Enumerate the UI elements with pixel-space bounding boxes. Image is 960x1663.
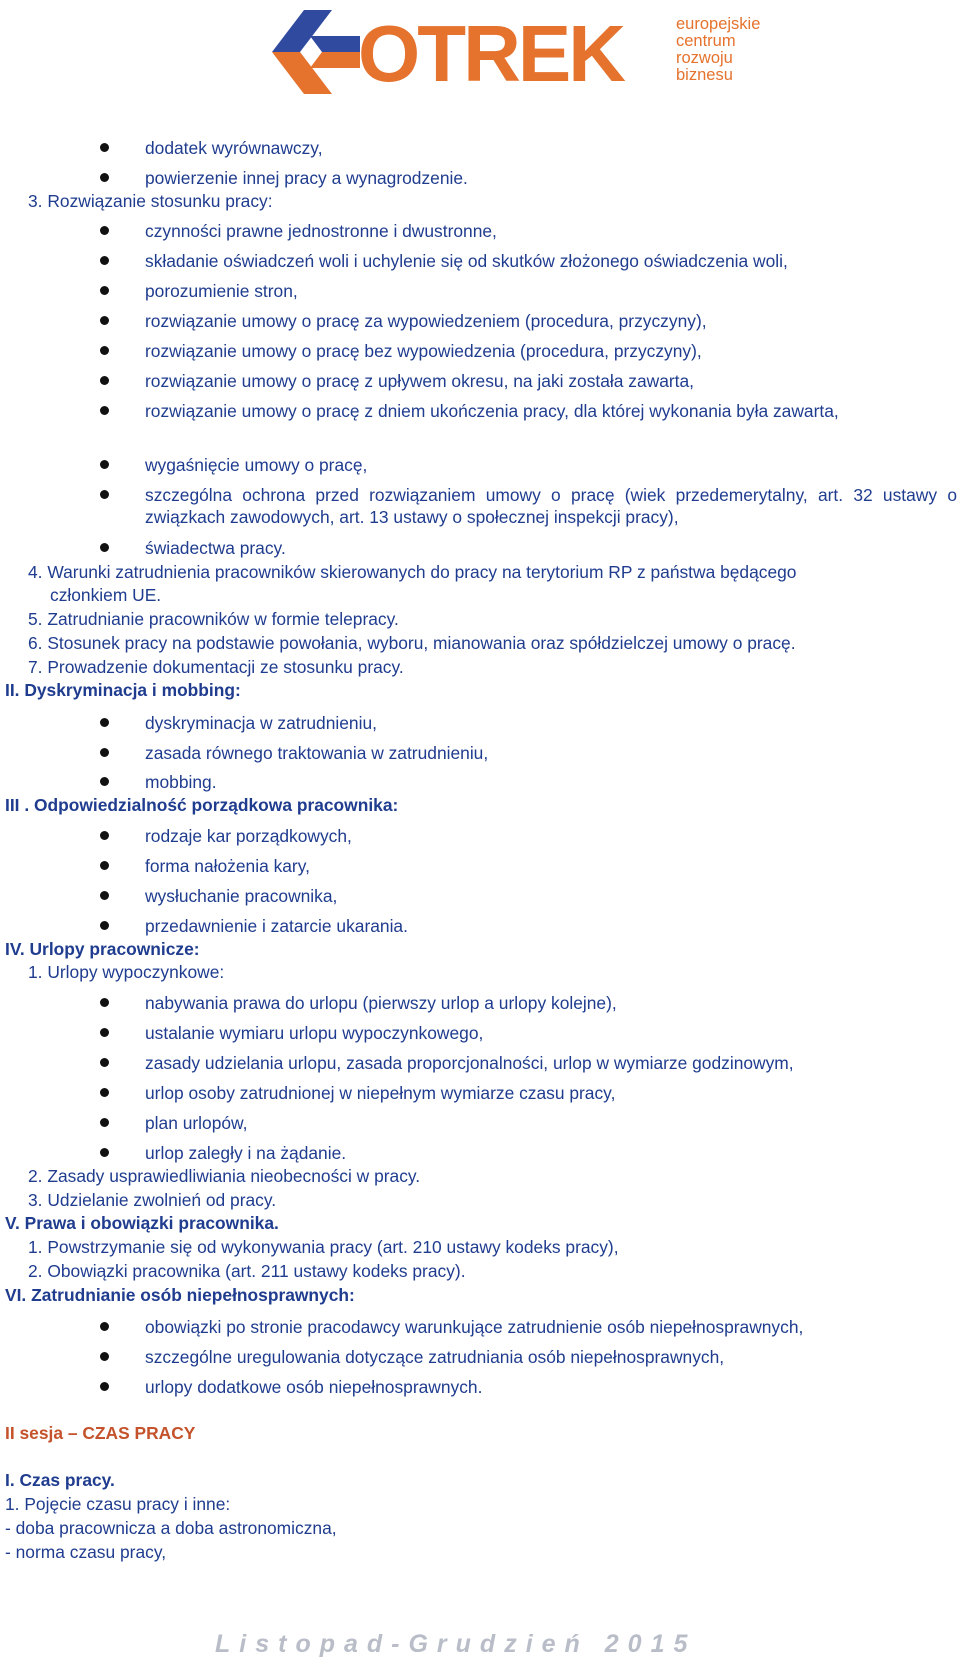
list-item: szczególna ochrona przed rozwiązaniem umowy o pracę (wiek przedemerytalny, art. 32 ustawy o związkach zawodowych, art. 13 ustawy o społecznej inspekcji pracy),: [145, 485, 957, 527]
list-item: rozwiązanie umowy o pracę z upływem okresu, na jaki została zawarta,: [145, 371, 695, 391]
section-heading: IV. Urlopy pracownicze:: [5, 939, 200, 959]
list-item: - norma czasu pracy,: [5, 1542, 167, 1562]
list-item: ustalanie wymiaru urlopu wypoczynkowego,: [145, 1023, 484, 1043]
list-item: zasady udzielania urlopu, zasada proporcjonalności, urlop w wymiarze godzinowym,: [145, 1053, 794, 1073]
list-item: porozumienie stron,: [145, 281, 298, 301]
list-item: forma nałożenia kary,: [145, 856, 310, 876]
list-item: dyskryminacja w zatrudnieniu,: [145, 713, 377, 733]
list-item: - doba pracownicza a doba astronomiczna,: [5, 1518, 337, 1538]
list-item: rozwiązanie umowy o pracę z dniem ukończenia pracy, dla której wykonania była zawarta,: [145, 400, 957, 422]
list-item: przedawnienie i zatarcie ukarania.: [145, 916, 408, 936]
numbered-item: 6. Stosunek pracy na podstawie powołania, wyboru, mianowania oraz spółdzielczej umowy o pracę.: [28, 633, 796, 653]
list-item: rozwiązanie umowy o pracę bez wypowiedzenia (procedura, przyczyny),: [145, 341, 702, 361]
list-item: nabywania prawa do urlopu (pierwszy urlop a urlopy kolejne),: [145, 993, 617, 1013]
numbered-item: 3. Rozwiązanie stosunku pracy:: [28, 191, 273, 211]
numbered-item: 1. Powstrzymanie się od wykonywania pracy (art. 210 ustawy kodeks pracy),: [28, 1237, 619, 1257]
list-item: urlop zaległy i na żądanie.: [145, 1143, 347, 1163]
session-heading: II sesja – CZAS PRACY: [5, 1423, 196, 1443]
section-heading: VI. Zatrudnianie osób niepełnosprawnych:: [5, 1285, 355, 1305]
list-item: powierzenie innej pracy a wynagrodzenie.: [145, 168, 468, 188]
logo-arrows-icon: [270, 8, 362, 96]
numbered-item-continuation: członkiem UE.: [50, 585, 162, 605]
list-item: mobbing.: [145, 772, 217, 792]
list-item: obowiązki po stronie pracodawcy warunkujące zatrudnienie osób niepełnosprawnych,: [145, 1317, 804, 1337]
section-heading: II. Dyskryminacja i mobbing:: [5, 680, 241, 700]
list-item: plan urlopów,: [145, 1113, 248, 1133]
list-item: urlopy dodatkowe osób niepełnosprawnych.: [145, 1377, 483, 1397]
numbered-item: 1. Pojęcie czasu pracy i inne:: [5, 1494, 231, 1514]
list-item: czynności prawne jednostronne i dwustronne,: [145, 221, 497, 241]
otrek-logo: [270, 8, 761, 98]
footer-date: Listopad-Grudzień 2015: [215, 1630, 697, 1658]
numbered-item: 3. Udzielanie zwolnień od pracy.: [28, 1190, 277, 1210]
list-item: świadectwa pracy.: [145, 538, 286, 558]
numbered-item: 5. Zatrudnianie pracowników w formie telepracy.: [28, 609, 399, 629]
numbered-item: 1. Urlopy wypoczynkowe:: [28, 962, 225, 982]
logo-tagline: europejskie centrum rozwoju biznesu: [676, 15, 761, 84]
section-heading: V. Prawa i obowiązki pracownika.: [5, 1213, 279, 1233]
list-item: urlop osoby zatrudnionej w niepełnym wymiarze czasu pracy,: [145, 1083, 616, 1103]
logo-wordmark: OTREK: [358, 9, 623, 98]
numbered-item: 4. Warunki zatrudnienia pracowników skierowanych do pracy na terytorium RP z państwa będącego: [28, 562, 797, 582]
list-item: szczególne uregulowania dotyczące zatrudniania osób niepełnosprawnych,: [145, 1347, 725, 1367]
numbered-item: 2. Zasady usprawiedliwiania nieobecności w pracy.: [28, 1166, 421, 1186]
section-heading: I. Czas pracy.: [5, 1470, 115, 1490]
numbered-item: 7. Prowadzenie dokumentacji ze stosunku pracy.: [28, 657, 404, 677]
list-item: wygaśnięcie umowy o pracę,: [145, 455, 368, 475]
list-item: rodzaje kar porządkowych,: [145, 826, 352, 846]
list-item: wysłuchanie pracownika,: [145, 886, 338, 906]
numbered-item: 2. Obowiązki pracownika (art. 211 ustawy kodeks pracy).: [28, 1261, 466, 1281]
section-heading: III . Odpowiedzialność porządkowa pracownika:: [5, 795, 399, 815]
list-item: rozwiązanie umowy o pracę za wypowiedzeniem (procedura, przyczyny),: [145, 311, 707, 331]
list-item: dodatek wyrównawczy,: [145, 138, 323, 158]
list-item: zasada równego traktowania w zatrudnieniu,: [145, 743, 489, 763]
list-item: składanie oświadczeń woli i uchylenie się od skutków złożonego oświadczenia woli,: [145, 251, 788, 271]
